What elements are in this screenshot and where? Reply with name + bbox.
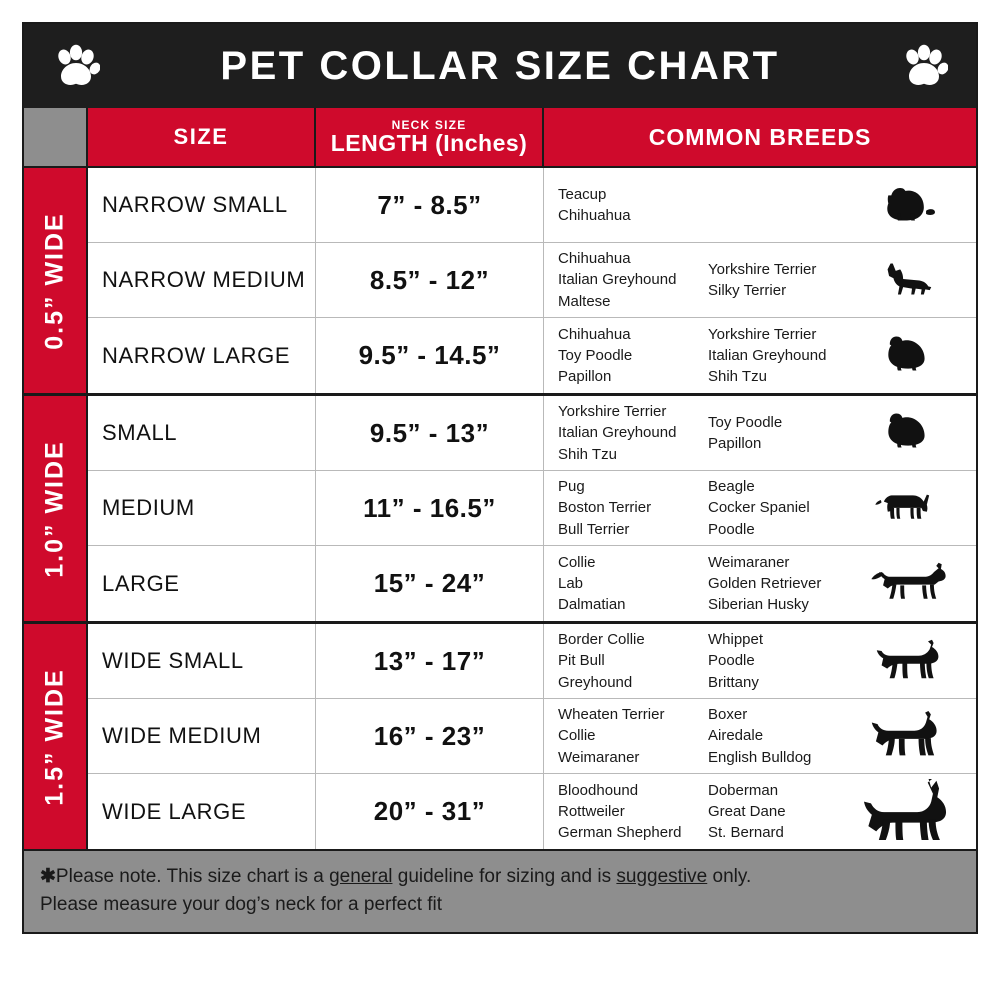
breed-name: Boxer bbox=[708, 706, 748, 724]
breed-column-1 bbox=[558, 324, 708, 388]
cell-breeds bbox=[544, 471, 976, 545]
breed-column-1 bbox=[558, 552, 708, 616]
breed-name: Chihuahua bbox=[558, 325, 631, 343]
column-header-length bbox=[316, 108, 544, 166]
breed-name: Yorkshire Terrier bbox=[558, 403, 667, 421]
cell-breeds bbox=[544, 396, 976, 470]
header-corner-cell bbox=[24, 108, 88, 166]
breed-column-1 bbox=[558, 704, 708, 768]
beagle-silhouette-icon bbox=[852, 486, 972, 529]
group-label-text: 1.0” WIDE bbox=[40, 439, 69, 578]
breed-name: Cocker Spaniel bbox=[708, 499, 810, 517]
cell-length: 9.5” - 13” bbox=[316, 396, 544, 470]
cell-length: 9.5” - 14.5” bbox=[316, 318, 544, 393]
cell-breeds bbox=[544, 243, 976, 317]
breed-name: Maltese bbox=[558, 292, 611, 310]
breed-name: Papillon bbox=[558, 368, 612, 386]
breed-column-1 bbox=[558, 184, 708, 227]
breed-name: Pit Bull bbox=[558, 652, 605, 670]
width-group bbox=[24, 396, 976, 624]
cell-size: LARGE bbox=[88, 546, 316, 621]
breed-name: Poodle bbox=[708, 520, 755, 538]
pet-collar-size-chart bbox=[22, 22, 978, 934]
cell-length: 8.5” - 12” bbox=[316, 243, 544, 317]
breed-column-2 bbox=[708, 780, 852, 844]
cell-size: MEDIUM bbox=[88, 471, 316, 545]
breed-column-2 bbox=[708, 259, 852, 302]
table-row bbox=[88, 243, 976, 318]
breed-name: Chihuahua bbox=[558, 250, 631, 268]
breed-name: Collie bbox=[558, 727, 596, 745]
breed-column-1 bbox=[558, 476, 708, 540]
doberman-silhouette-icon bbox=[852, 777, 972, 846]
cell-length: 15” - 24” bbox=[316, 546, 544, 621]
cell-size: NARROW SMALL bbox=[88, 168, 316, 242]
cell-size: SMALL bbox=[88, 396, 316, 470]
cell-length: 13” - 17” bbox=[316, 624, 544, 698]
papillon-silhouette-icon bbox=[852, 335, 972, 376]
breed-name: Siberian Husky bbox=[708, 596, 809, 614]
column-header-common-breeds: COMMON BREEDS bbox=[648, 123, 872, 150]
cell-size: WIDE LARGE bbox=[88, 774, 316, 849]
breed-name: Poodle bbox=[708, 652, 755, 670]
table-row bbox=[88, 471, 976, 546]
cell-length: 11” - 16.5” bbox=[316, 471, 544, 545]
table-row bbox=[88, 624, 976, 699]
breed-name: Yorkshire Terrier bbox=[708, 260, 817, 278]
chihuahua-silhouette-icon bbox=[852, 259, 972, 300]
breed-name: Boston Terrier bbox=[558, 499, 652, 517]
footer-note-text-b: guideline for sizing and is bbox=[392, 866, 617, 887]
breed-name: Shih Tzu bbox=[708, 368, 767, 386]
table-body bbox=[24, 168, 976, 849]
breed-name: Rottweiler bbox=[558, 802, 625, 820]
cell-breeds bbox=[544, 168, 976, 242]
footer-note-line-1 bbox=[40, 863, 960, 891]
table-row bbox=[88, 396, 976, 471]
breed-name: Dalmatian bbox=[558, 596, 626, 614]
cell-breeds bbox=[544, 546, 976, 621]
cell-size: NARROW MEDIUM bbox=[88, 243, 316, 317]
breed-name: English Bulldog bbox=[708, 748, 812, 766]
breed-column-2 bbox=[708, 412, 852, 455]
footer-note-text-a: Please note. This size chart is a bbox=[55, 866, 330, 887]
shih-tzu-silhouette-icon bbox=[852, 412, 972, 453]
breed-name: Chihuahua bbox=[558, 207, 631, 224]
cell-breeds bbox=[544, 699, 976, 773]
footer-note-text-c: only. bbox=[707, 866, 752, 887]
breed-name: Italian Greyhound bbox=[558, 424, 677, 442]
breed-name: Bloodhound bbox=[558, 781, 639, 799]
breed-column-2 bbox=[708, 324, 852, 388]
breed-name: Weimaraner bbox=[558, 748, 640, 766]
group-label-text: 1.5” WIDE bbox=[40, 667, 69, 806]
boxer-silhouette-icon bbox=[852, 711, 972, 761]
breed-name: Beagle bbox=[708, 478, 755, 496]
page-title: PET COLLAR SIZE CHART bbox=[220, 43, 780, 88]
breed-name: Whippet bbox=[708, 631, 764, 649]
footer-note-underline-general: general bbox=[329, 866, 393, 887]
breed-name: Italian Greyhound bbox=[558, 271, 677, 289]
cell-length: 20” - 31” bbox=[316, 774, 544, 849]
breed-name: Teacup bbox=[558, 185, 607, 203]
chart-title-bar bbox=[24, 24, 976, 108]
breed-name: Collie bbox=[558, 553, 596, 571]
breed-column-2 bbox=[708, 552, 852, 616]
column-header-length-label: LENGTH (Inches) bbox=[330, 129, 528, 156]
breed-column-2 bbox=[708, 476, 852, 540]
breed-name: Shih Tzu bbox=[558, 445, 617, 463]
table-row bbox=[88, 546, 976, 621]
breed-name: Yorkshire Terrier bbox=[708, 325, 817, 343]
footer-note-underline-suggestive: suggestive bbox=[616, 866, 708, 887]
cell-breeds bbox=[544, 774, 976, 849]
asterisk-icon: ✱ bbox=[40, 866, 56, 887]
breed-name: St. Bernard bbox=[708, 824, 784, 842]
breed-name: German Shepherd bbox=[558, 824, 682, 842]
breed-name: Great Dane bbox=[708, 802, 786, 820]
breed-column-1 bbox=[558, 248, 708, 312]
breed-name: Bull Terrier bbox=[558, 520, 630, 538]
paw-print-icon bbox=[52, 42, 100, 90]
yorkie-silhouette-icon bbox=[852, 185, 972, 226]
cell-breeds bbox=[544, 318, 976, 393]
group-label-width bbox=[24, 168, 88, 393]
table-row bbox=[88, 318, 976, 393]
breed-name: Greyhound bbox=[558, 673, 633, 691]
breed-name: Doberman bbox=[708, 781, 779, 799]
breed-name: Lab bbox=[558, 574, 584, 592]
breed-column-1 bbox=[558, 629, 708, 693]
table-header-row bbox=[24, 108, 976, 168]
retriever-silhouette-icon bbox=[852, 561, 972, 606]
width-group bbox=[24, 168, 976, 396]
group-label-width bbox=[24, 624, 88, 849]
breed-column-1 bbox=[558, 780, 708, 844]
table-row bbox=[88, 699, 976, 774]
breed-name: Italian Greyhound bbox=[708, 346, 827, 364]
breed-name: Pug bbox=[558, 478, 585, 496]
cell-length: 16” - 23” bbox=[316, 699, 544, 773]
cell-size: WIDE MEDIUM bbox=[88, 699, 316, 773]
paw-print-icon bbox=[900, 42, 948, 90]
cell-size: NARROW LARGE bbox=[88, 318, 316, 393]
footer-note bbox=[24, 849, 976, 932]
breed-name: Toy Poodle bbox=[708, 413, 783, 431]
breed-name: Wheaten Terrier bbox=[558, 706, 665, 724]
footer-note-line-2: Please measure your dog’s neck for a perfect fit bbox=[40, 893, 443, 915]
pit-bull-silhouette-icon bbox=[852, 638, 972, 684]
column-header-size: SIZE bbox=[88, 108, 316, 166]
table-row bbox=[88, 168, 976, 243]
table-row bbox=[88, 774, 976, 849]
breed-name: Weimaraner bbox=[708, 553, 790, 571]
breed-name: Airedale bbox=[708, 727, 764, 745]
group-label-text: 0.5” WIDE bbox=[40, 211, 69, 350]
breed-column-2 bbox=[708, 629, 852, 693]
cell-length: 7” - 8.5” bbox=[316, 168, 544, 242]
cell-breeds bbox=[544, 624, 976, 698]
breed-name: Toy Poodle bbox=[558, 346, 633, 364]
breed-name: Brittany bbox=[708, 673, 759, 691]
breed-column-1 bbox=[558, 401, 708, 465]
group-label-width bbox=[24, 396, 88, 621]
breed-name: Golden Retriever bbox=[708, 574, 822, 592]
width-group bbox=[24, 624, 976, 849]
cell-size: WIDE SMALL bbox=[88, 624, 316, 698]
breed-name: Border Collie bbox=[558, 631, 645, 649]
breed-column-2 bbox=[708, 704, 852, 768]
column-header-neck-size: NECK SIZE bbox=[391, 117, 467, 132]
breed-name: Papillon bbox=[708, 434, 762, 452]
breed-name: Silky Terrier bbox=[708, 281, 787, 299]
